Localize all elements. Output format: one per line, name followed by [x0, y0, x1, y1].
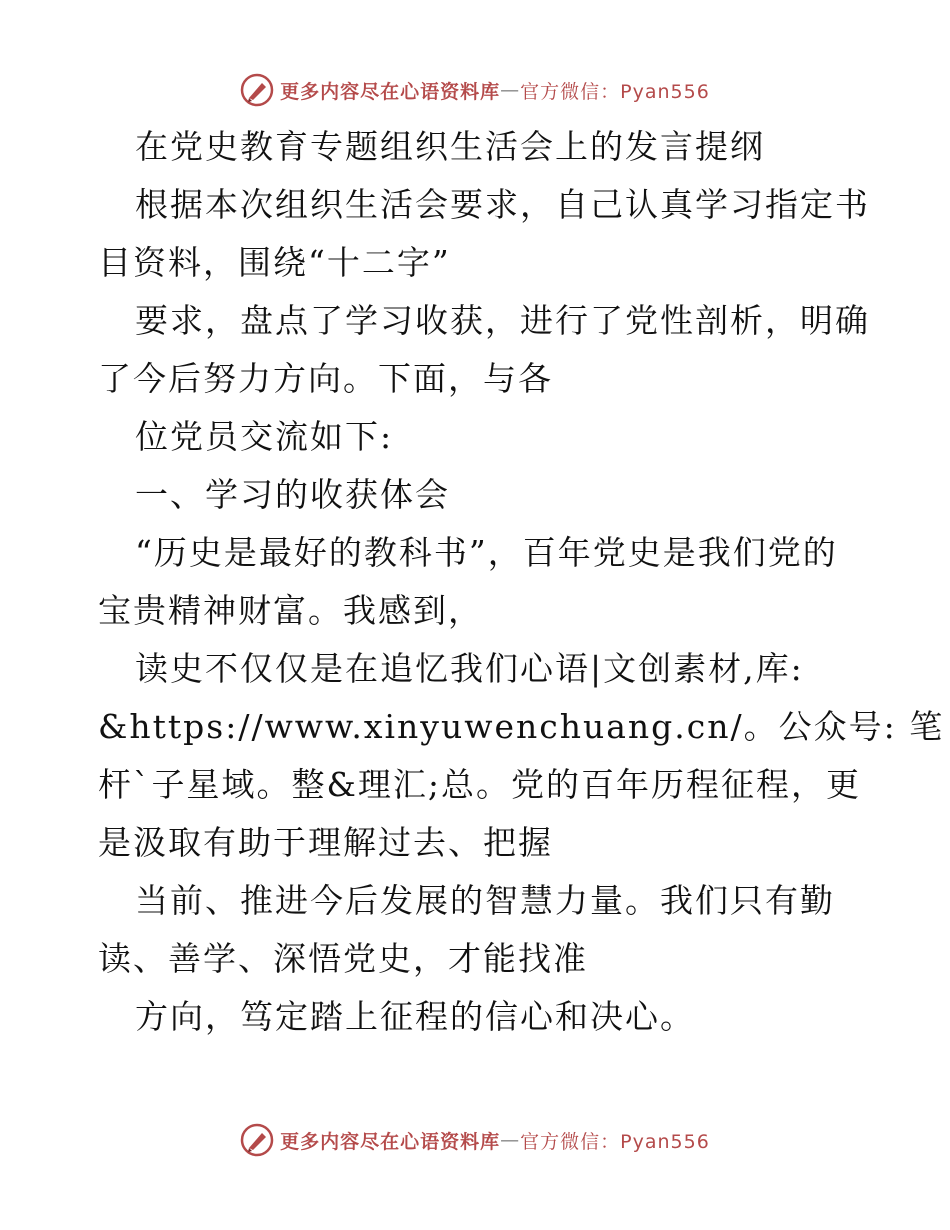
text-line: 了今后努力方向。下面，与各 — [98, 359, 553, 398]
footer-banner — [0, 1120, 950, 1160]
header-banner — [0, 70, 950, 110]
text-line: 要求，盘点了学习收获，进行了党性剖析，明确 — [135, 301, 870, 340]
document-body — [98, 118, 945, 1046]
banner-title: 更多内容尽在心语资料库 — [280, 80, 501, 103]
pen-logo-icon — [240, 73, 274, 107]
banner-title: 更多内容尽在心语资料库 — [280, 1130, 501, 1153]
text-line: 根据本次组织生活会要求，自己认真学习指定书 — [135, 185, 870, 224]
text-line: 宝贵精神财富。我感到， — [98, 591, 483, 630]
pen-logo-icon — [240, 1123, 274, 1157]
text-line: &https://www.xinyuwenchuang.cn/。公众号: 笔 — [98, 707, 945, 746]
text-line: 是汲取有助于理解过去、把握 — [98, 823, 553, 862]
text-line: 读史不仅仅是在追忆我们心语|文创素材,库: — [135, 649, 804, 688]
text-line: 位党员交流如下: — [135, 417, 394, 456]
text-line: 目资料，围绕“十二字” — [98, 243, 451, 282]
text-line: 在党史教育专题组织生活会上的发言提纲 — [135, 127, 765, 166]
text-line: “历史是最好的教科书”，百年党史是我们党的 — [135, 533, 838, 572]
banner-separator: — — [500, 79, 521, 101]
text-line: 方向，笃定踏上征程的信心和决心。 — [135, 997, 695, 1036]
banner-separator: — — [500, 1129, 521, 1151]
banner-wechat: 官方微信：Pyan556 — [520, 80, 710, 103]
text-line: 一、学习的收获体会 — [135, 475, 450, 514]
text-line: 杆`子星域。整&理汇;总。党的百年历程征程，更 — [98, 765, 861, 804]
text-line: 读、善学、深悟党史，才能找准 — [98, 939, 588, 978]
text-line: 当前、推进今后发展的智慧力量。我们只有勤 — [135, 881, 835, 920]
banner-wechat: 官方微信：Pyan556 — [520, 1130, 710, 1153]
